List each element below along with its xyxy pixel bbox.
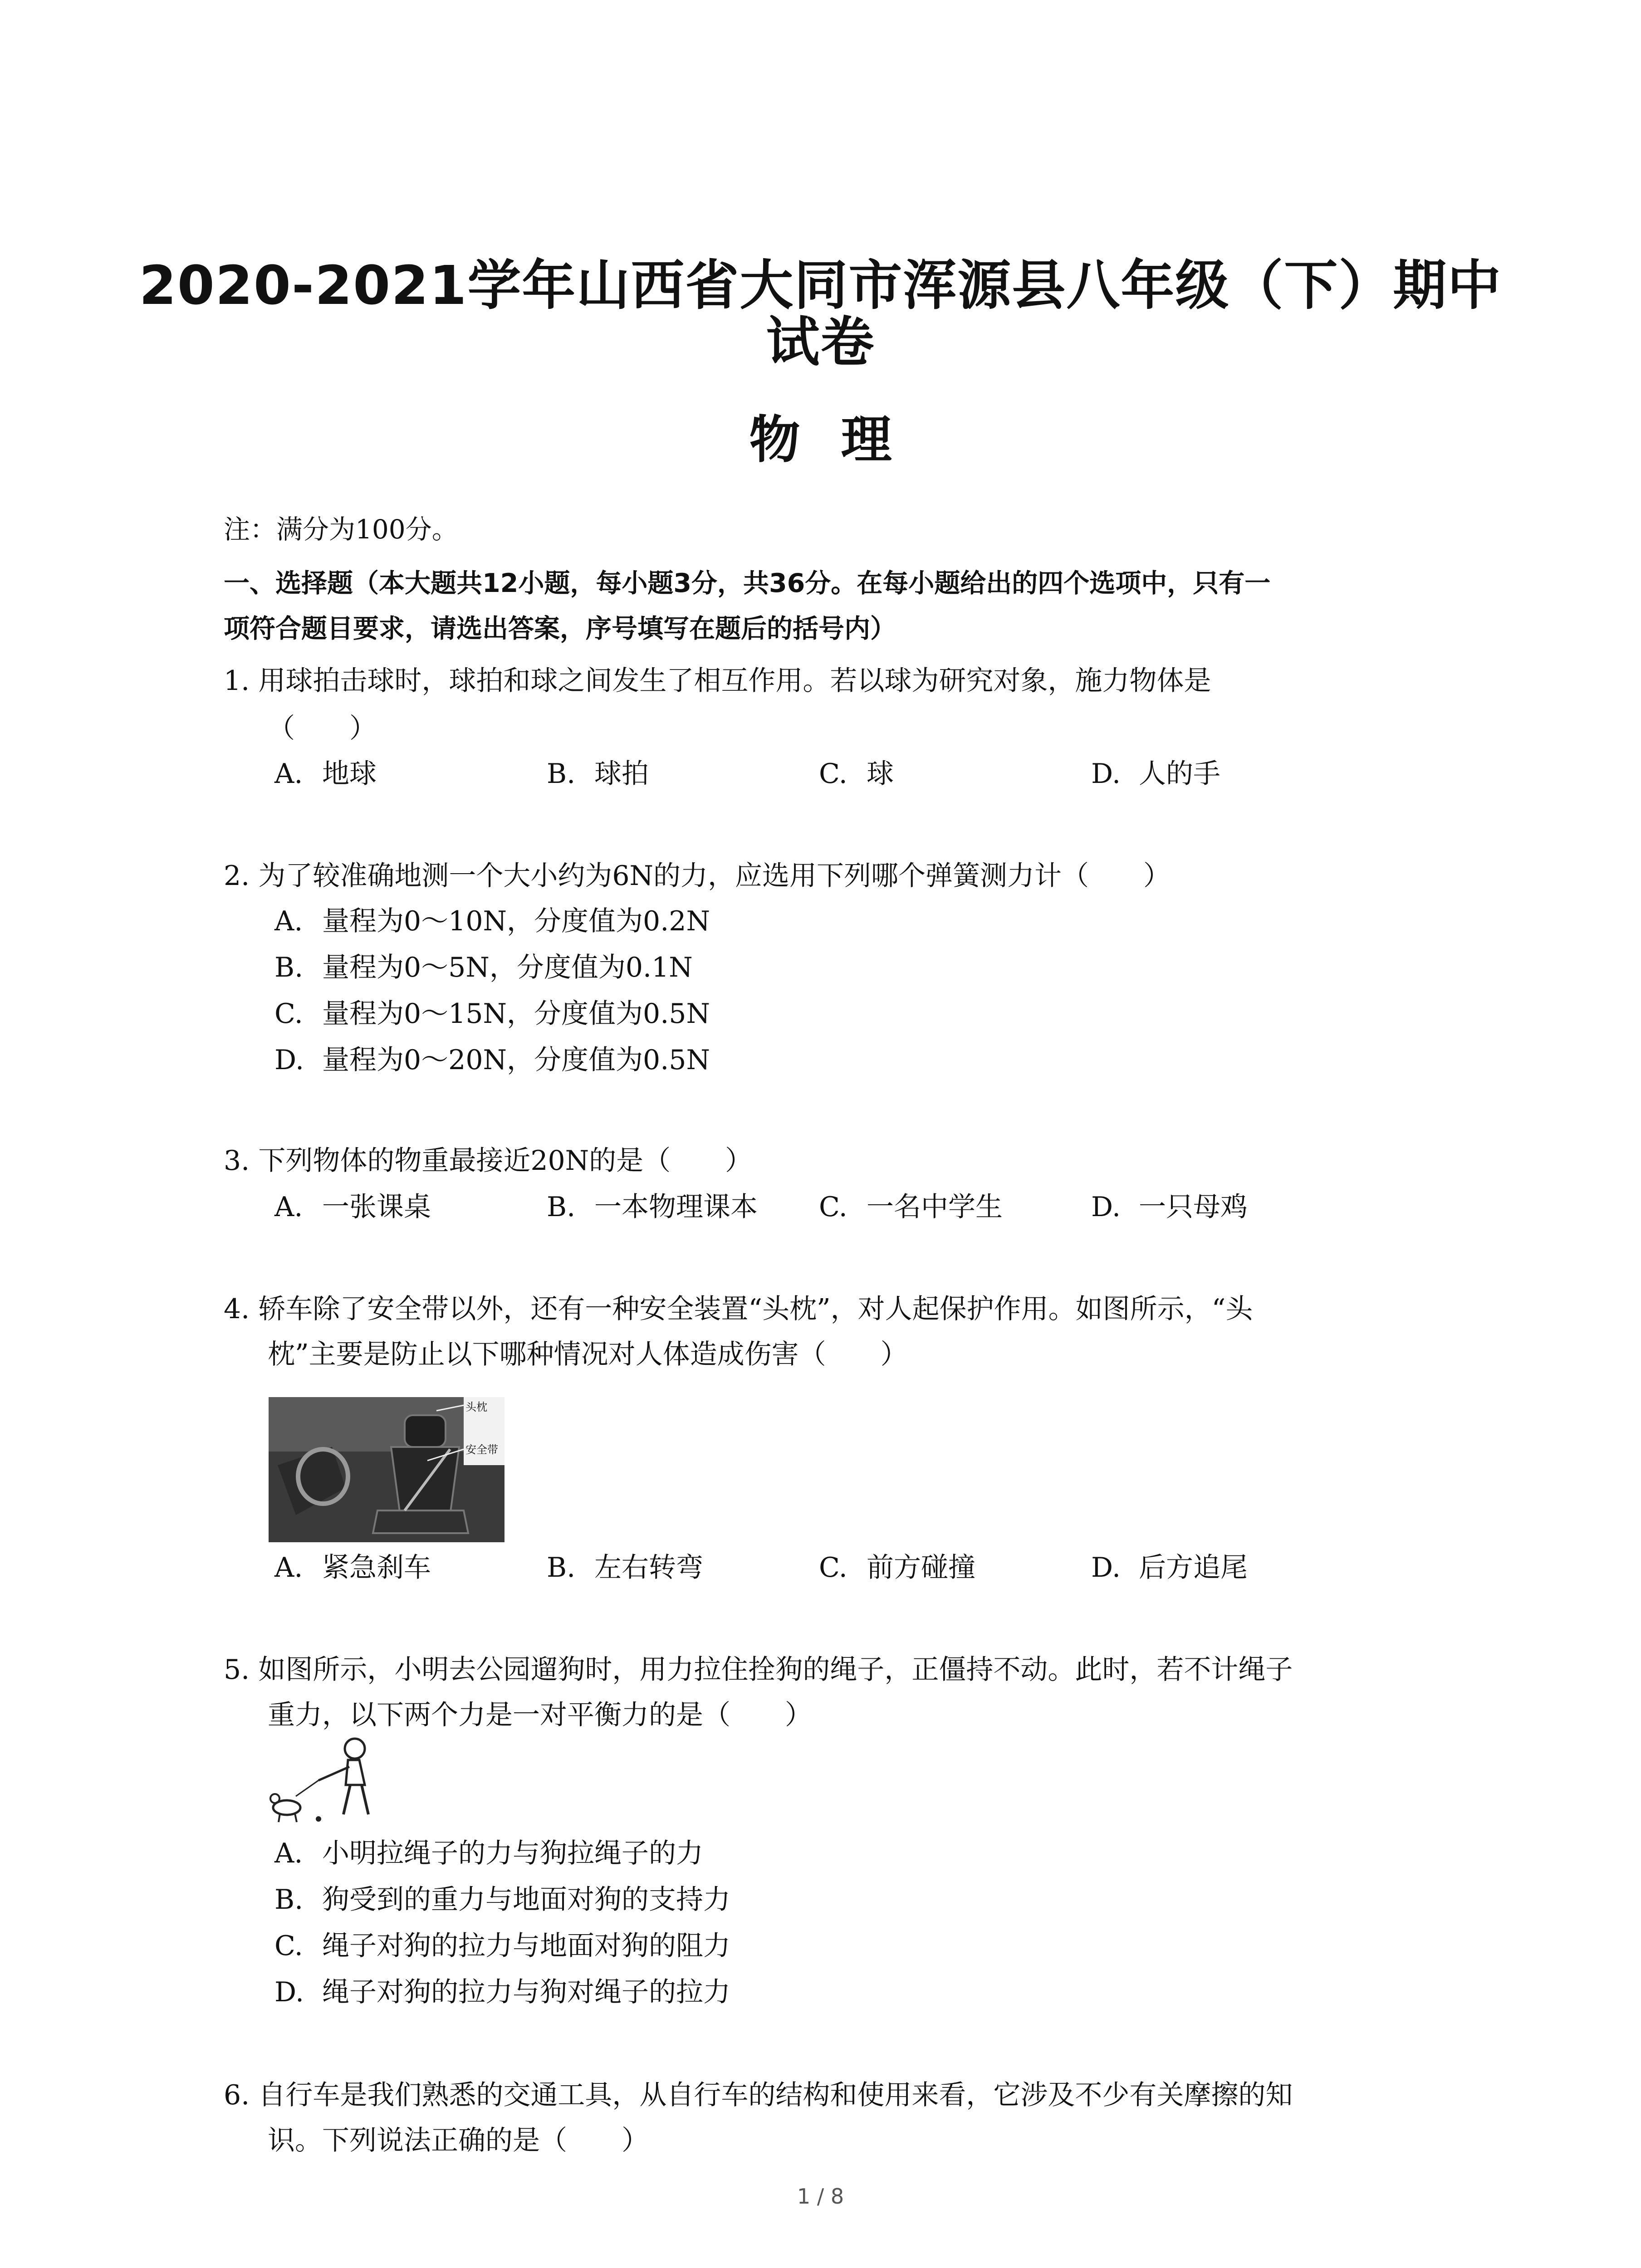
q5-option-c: C. 绳子对狗的拉力与地面对狗的阻力 — [274, 1930, 730, 1962]
boy-body-icon — [346, 1760, 365, 1785]
section-heading-line1: 一、选择题（本大题共12小题，每小题3分，共36分。在每小题给出的四个选项中，只有一 — [224, 568, 1271, 598]
question-4-stem-cont: 枕”主要是防止以下哪种情况对人体造成伤害（ ） — [268, 1339, 908, 1370]
q5-option-b: B. 狗受到的重力与地面对狗的支持力 — [274, 1884, 730, 1916]
question-1-bracket: （ ） — [268, 713, 377, 744]
q3-option-a: A. 一张课桌 — [274, 1191, 431, 1223]
section-heading-line2: 项符合题目要求，请选出答案，序号填写在题后的括号内） — [224, 614, 896, 644]
q2-option-a: A. 量程为0～10N，分度值为0.2N — [274, 905, 710, 937]
q2-option-b: B. 量程为0～5N，分度值为0.1N — [274, 952, 693, 983]
score-note: 注：满分为100分。 — [224, 514, 458, 545]
boy-walking-dog-figure — [269, 1735, 382, 1826]
car-seat-figure — [269, 1397, 505, 1542]
q4-option-a: A. 紧急刹车 — [274, 1552, 431, 1584]
dog-back-leg — [295, 1813, 297, 1822]
ground-mark — [316, 1816, 321, 1822]
q4-option-c: C. 前方碰撞 — [819, 1552, 975, 1584]
exam-title-line1: 2020-2021学年山西省大同市浑源县八年级（下）期中 — [139, 254, 1502, 317]
question-6-stem: 6. 自行车是我们熟悉的交通工具，从自行车的结构和使用来看，它涉及不少有关摩擦的知 — [224, 2079, 1293, 2111]
question-6-stem-cont: 识。下列说法正确的是（ ） — [268, 2125, 649, 2156]
boy-arm — [318, 1767, 349, 1780]
q2-option-d: D. 量程为0～20N，分度值为0.5N — [274, 1044, 710, 1076]
boy-head-icon — [345, 1739, 365, 1759]
dog-head-icon — [270, 1794, 279, 1803]
headrest-shape — [405, 1415, 446, 1447]
boy-left-leg — [343, 1785, 350, 1814]
exam-title-line2: 试卷 — [766, 311, 875, 373]
question-4-stem: 4. 轿车除了安全带以外，还有一种安全装置“头枕”，对人起保护作用。如图所示，“头 — [224, 1293, 1253, 1325]
q5-option-d: D. 绳子对狗的拉力与狗对绳子的拉力 — [274, 1976, 730, 2008]
question-3-stem: 3. 下列物体的物重最接近20N的是（ ） — [224, 1145, 753, 1177]
page-number: 1 / 8 — [797, 2184, 844, 2209]
q4-option-b: B. 左右转弯 — [547, 1552, 703, 1584]
q1-option-c: C. 球 — [819, 758, 894, 790]
q4-option-d: D. 后方追尾 — [1091, 1552, 1248, 1584]
q2-option-c: C. 量程为0～15N，分度值为0.5N — [274, 998, 710, 1030]
seatbelt-label: 安全带 — [465, 1443, 498, 1456]
q3-option-b: B. 一本物理课本 — [547, 1191, 758, 1223]
question-2-stem: 2. 为了较准确地测一个大小约为6N的力，应选用下列哪个弹簧测力计（ ） — [224, 860, 1171, 892]
q5-option-a: A. 小明拉绳子的力与狗拉绳子的力 — [274, 1838, 703, 1869]
subject-heading: 物理 — [749, 411, 933, 469]
seat-cushion-shape — [373, 1510, 468, 1533]
headrest-label: 头枕 — [465, 1401, 487, 1413]
question-5-stem-cont: 重力，以下两个力是一对平衡力的是（ ） — [268, 1699, 812, 1731]
leash-rope — [296, 1780, 318, 1796]
q3-option-d: D. 一只母鸡 — [1091, 1191, 1248, 1223]
q1-option-d: D. 人的手 — [1091, 758, 1220, 790]
q1-option-a: A. 地球 — [274, 758, 377, 790]
boy-right-leg — [362, 1785, 368, 1814]
q1-option-b: B. 球拍 — [547, 758, 649, 790]
question-5-stem: 5. 如图所示，小明去公园遛狗时，用力拉住拴狗的绳子，正僵持不动。此时，若不计绳子 — [224, 1654, 1293, 1686]
q3-option-c: C. 一名中学生 — [819, 1191, 1003, 1223]
dog-front-leg — [279, 1813, 280, 1822]
question-1-stem: 1. 用球拍击球时，球拍和球之间发生了相互作用。若以球为研究对象，施力物体是 — [224, 665, 1211, 697]
